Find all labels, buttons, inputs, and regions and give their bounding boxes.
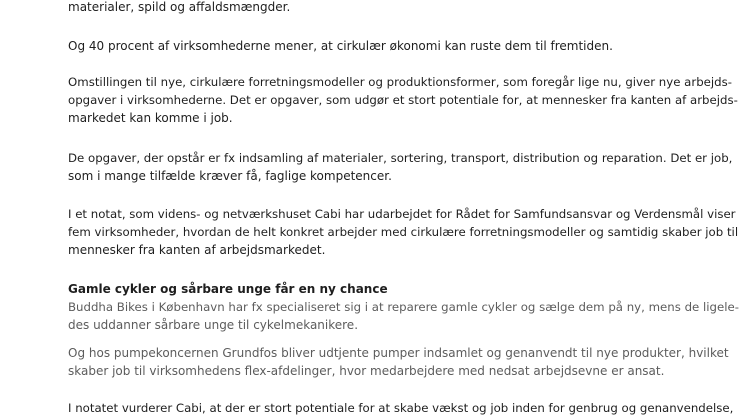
paragraph-intro-tail [68, 0, 686, 16]
text-line: De opgaver, der opstår er fx indsamling af materialer, sortering, transport, distribution og reparation. Det er job, [68, 151, 733, 165]
paragraph-closing [68, 399, 734, 417]
text-line: des uddanner sårbare unge til cykelmekanikere. [68, 318, 359, 332]
text-line: materialer, spild og affaldsmængder. [68, 0, 291, 14]
text-line: skaber job til virksomhedens flex-afdelinger, hvor medarbejdere med nedsat arbejdsevne er ansat. [68, 364, 665, 378]
text-line: I et notat, som videns- og netværkshuset Cabi har udarbejdet for Rådet for Samfundsansvar og Verdensmål viser [68, 207, 736, 221]
text-line: Buddha Bikes i København har fx specialiseret sig i at reparere gamle cykler og sælge dem på ny, mens de ligele- [68, 300, 739, 314]
text-line: opgaver i virksomhederne. Det er opgaver, som udgør et stort potentiale for, at mennesker fra kanten af arbejds- [68, 93, 738, 107]
text-line: som i mange tilfælde kræver få, faglige kompetencer. [68, 169, 392, 183]
paragraph-transition [68, 73, 738, 127]
text-line: Og hos pumpekoncernen Grundfos bliver udtjente pumper indsamlet og genanvendt til nye produkter, hvilket [68, 346, 729, 360]
text-line: I notatet vurderer Cabi, at der er stort potentiale for at skabe vækst og job inden for genbrug og genanvendelse, [68, 401, 734, 415]
paragraph-tasks [68, 149, 733, 185]
section-heading: Gamle cykler og sårbare unge får en ny chance [68, 282, 388, 296]
text-line: Og 40 procent af virksomhederne mener, at cirkulær økonomi kan ruste dem til fremtiden. [68, 39, 613, 53]
paragraph-grundfos [68, 344, 729, 380]
text-line: Omstillingen til nye, cirkulære forretningsmodeller og produktionsformer, som foregår lige nu, giver nye arbejds- [68, 75, 732, 89]
text-line: mennesker fra kanten af arbejdsmarkedet. [68, 243, 326, 257]
section-buddha-bikes [68, 280, 739, 334]
paragraph-cabi-note [68, 205, 739, 259]
text-line: fem virksomheder, hvordan de helt konkret arbejder med cirkulære forretningsmodeller og samtidig skaber job til [68, 225, 739, 239]
paragraph-forty-percent [68, 37, 686, 55]
text-line: markedet kan komme i job. [68, 111, 233, 125]
